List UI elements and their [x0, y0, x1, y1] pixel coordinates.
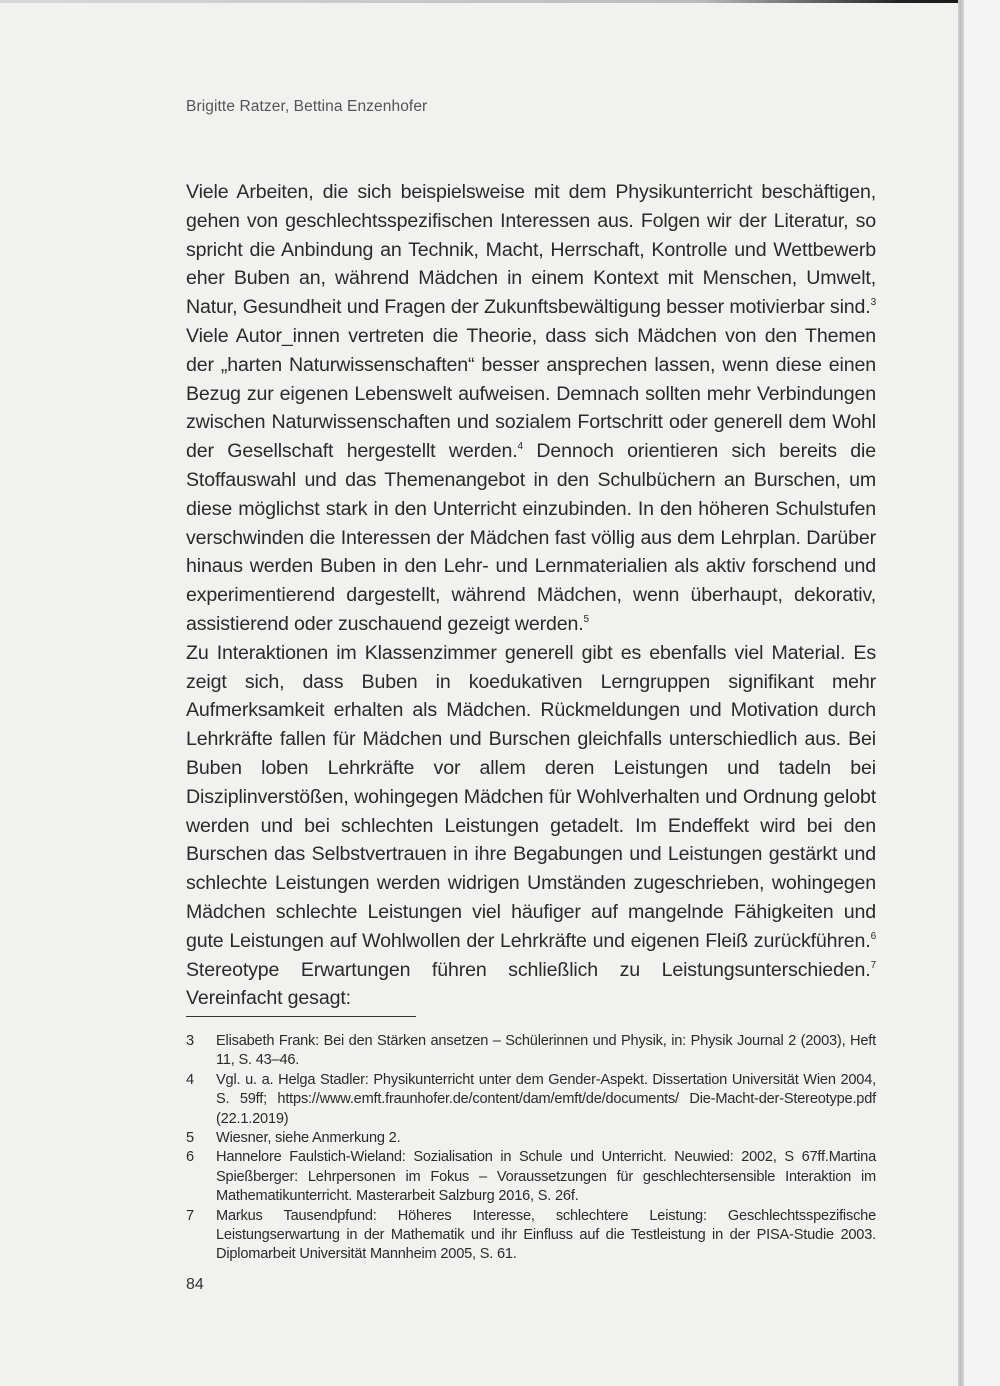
footnote [186, 1148, 876, 1206]
footnote [186, 1032, 876, 1071]
paragraph-text: Vereinfacht gesagt: [186, 987, 351, 1010]
footnote-number: 5 [186, 1130, 194, 1147]
footnote-text: Elisabeth Frank: Bei den Stärken ansetzen – Schülerinnen und Physik, in: Physik Journal 2 (2003), Heft 11, S. 43–46. [216, 1033, 876, 1069]
footnote-text: Vgl. u. a. Helga Stadler: Physikunterricht unter dem Gender-Aspekt. Dissertation Universität Wien 2004, S. 59ff; https://www.emft.fraunhofer.de/content/dam/emft/de/documents/ Die-Macht-der-Stereotype.pdf (22.1.2019) [216, 1071, 876, 1127]
footnote-number: 6 [186, 1149, 194, 1166]
footnote-number: 3 [186, 1033, 194, 1049]
paragraph [186, 639, 876, 1013]
footnote-separator [186, 1016, 416, 1017]
footnote-reference: 6 [870, 930, 876, 942]
running-head: Brigitte Ratzer, Bettina Enzenhofer [186, 98, 428, 115]
adjacent-page-edge [964, 0, 1000, 1386]
page-top-edge [0, 0, 1000, 3]
footnote [186, 1071, 876, 1129]
paragraph-text: Dennoch orientieren sich bereits die Stoffauswahl und das Themenangebot in den Schulbüchern an Burschen, um diese möglichst stark in den Unterricht einzubinden. In den höheren Schulstufen verschwinden die Interessen der Mädchen fast völlig aus dem Lehrplan. Darüber hinaus werden Buben in den Lehr- und Lernmaterialien als aktiv forschend und experimentierend dargestellt, während Mädchen, wenn überhaupt, dekorativ, assistierend oder zuschauend gezeigt werden. [186, 440, 876, 635]
paragraph-text: Viele Autor_innen vertreten die Theorie, dass sich Mädchen von den Themen der „harten Naturwissenschaften“ besser ansprechen lassen, wenn diese einen Bezug zur eigenen Lebenswelt aufweisen. Demnach sollten mehr Verbindungen zwischen Naturwissenschaften und sozialem Fortschritt oder generell dem Wohl der Gesellschaft hergestellt werden. [186, 324, 876, 463]
paragraph-text: Zu Interaktionen im Klassenzimmer generell gibt es ebenfalls viel Material. Es zeigt sich, dass Buben in koedukativen Lerngruppen signifikant mehr Aufmerksamkeit erhalten als Mädchen. Rückmeldungen und Motivation durch Lehrkräfte fallen für Mädchen und Burschen gleichfalls unterschiedlich aus. Bei Buben loben Lehrkräfte vor allem deren Leistungen und tadeln bei Disziplinverstößen, wohingegen Mädchen für Wohlverhalten und Ordnung gelobt werden und bei schlechten Leistungen getadelt. Im Endeffekt wird bei den Burschen das Selbstvertrauen in ihre Begabungen und Leistungen gestärkt und schlechte Leistungen werden widrigen Umständen zugeschrieben, wohingegen Mädchen schlechte Leistungen viel häufiger auf mangelnde Fähigkeiten und gute Leistungen auf Wohlwollen der Lehrkräfte und eigenen Fleiß zurückführen. [186, 641, 876, 952]
footnote-number: 4 [186, 1071, 194, 1088]
footnote-reference: 4 [517, 441, 523, 453]
footnote-text: Markus Tausendpfund: Höheres Interesse, schlechtere Leistung: Geschlechtsspezifische Leistungserwartung in der Mathematik und ihr Einfluss auf die Testleistung in der PISA-Studie 2003. Diplomarbeit Universität Mannheim 2005, S. 61. [216, 1207, 876, 1263]
page-number: 84 [186, 1276, 204, 1293]
footnote-reference: 7 [870, 959, 876, 971]
paragraph [186, 178, 876, 639]
footnotes [186, 1032, 876, 1265]
footnote-reference: 3 [870, 297, 876, 309]
paragraph-text: Stereotype Erwartungen führen schließlich zu Leistungsunterschieden. [186, 958, 871, 981]
footnote [186, 1129, 876, 1148]
footnote-number: 7 [186, 1207, 194, 1224]
footnote [186, 1207, 876, 1265]
footnote-reference: 5 [583, 613, 589, 625]
footnote-text: Hannelore Faulstich-Wieland: Sozialisation in Schule und Unterricht. Neuwied: 2002, S 67ff.Martina Spießberger: Lehrpersonen im Fokus – Voraussetzungen für geschlechtersensible Interaktion im Mathematikunterricht. Masterarbeit Salzburg 2016, S. 26f. [216, 1149, 876, 1205]
body-text [186, 178, 876, 1013]
paragraph-text: Viele Arbeiten, die sich beispielsweise mit dem Physikunterricht beschäftigen, gehen von geschlechtsspezifischen Interessen aus. Folgen wir der Literatur, so spricht die Anbindung an Technik, Macht, Herrschaft, Kontrolle und Wettbewerb eher Buben an, während Mädchen in einem Kontext mit Menschen, Umwelt, Natur, Gesundheit und Fragen der Zukunftsbewältigung besser motivierbar sind. [186, 181, 876, 319]
footnote-text: Wiesner, siehe Anmerkung 2. [216, 1130, 401, 1147]
